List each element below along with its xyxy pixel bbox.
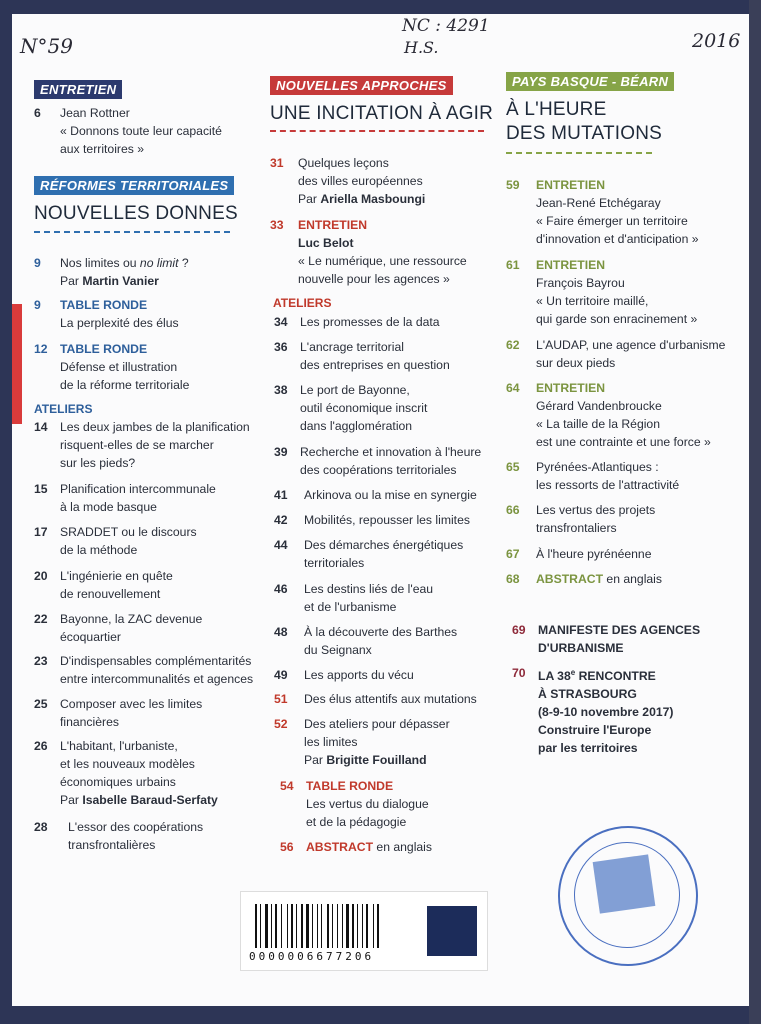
toc-entry-52[interactable]: 52 Des ateliers pour dépasser les limites Par Brigitte Fouilland [274, 717, 450, 767]
section-tag-nouvelles-approches: NOUVELLES APPROCHES [270, 76, 453, 95]
ateliers-heading-col2: ATELIERS [273, 296, 332, 310]
barcode-bars [255, 904, 415, 948]
barcode-bar [312, 904, 313, 948]
barcode-bar [346, 904, 349, 948]
barcode-bar [317, 904, 318, 948]
toc-entry-15[interactable]: 15 Planification intercommunale à la mode basque [34, 482, 216, 514]
barcode-bar [275, 904, 277, 948]
library-stamp-icon [558, 826, 698, 966]
title-underline [34, 231, 230, 233]
title-underline [506, 152, 652, 154]
barcode-bar [377, 904, 379, 948]
barcode-bar [265, 904, 268, 948]
toc-entry-56[interactable]: 56 ABSTRACT en anglais [280, 840, 432, 854]
toc-entry-42[interactable]: 42 Mobilités, repousser les limites [274, 513, 470, 527]
barcode-bar [352, 904, 354, 948]
ateliers-heading-col1: ATELIERS [34, 402, 93, 416]
toc-entry-70[interactable]: 70 LA 38e RENCONTRE À STRASBOURG (8-9-10 novembre 2017) Construire l'Europe par les territoires [512, 666, 674, 756]
barcode-bar [271, 904, 272, 948]
toc-entry-66[interactable]: 66 Les vertus des projets transfrontaliers [506, 503, 656, 535]
section-title-line2: DES MUTATIONS [506, 123, 663, 144]
toc-entry-20[interactable]: 20 L'ingénierie en quête de renouvellement [34, 569, 173, 601]
toc-entry-6[interactable]: 6 Jean Rottner « Donnons toute leur capacité aux territoires » [34, 106, 222, 156]
toc-entry-51[interactable]: 51 Des élus attentifs aux mutations [274, 692, 477, 706]
barcode-bar [373, 904, 374, 948]
toc-entry-31[interactable]: 31 Quelques leçons des villes européennes Par Ariella Masboungi [270, 156, 426, 206]
toc-entry-9b[interactable]: 9 TABLE RONDE La perplexité des élus [34, 298, 179, 330]
section-title-incitation: UNE INCITATION À AGIR [270, 103, 494, 124]
handwritten-hs: H.S. [404, 38, 439, 57]
section-title-line1: À L'HEURE [506, 99, 607, 120]
toc-entry-59[interactable]: 59 ENTRETIEN Jean-René Etchégaray « Faire émerger un territoire d'innovation et d'anticipation » [506, 178, 699, 246]
barcode-bar [287, 904, 288, 948]
barcode-bar [362, 904, 363, 948]
barcode-bar [291, 904, 293, 948]
barcode-bar [306, 904, 309, 948]
section-title-nouvelles-donnes: NOUVELLES DONNES [34, 203, 238, 224]
toc-entry-67[interactable]: 67 À l'heure pyrénéenne [506, 547, 652, 561]
barcode-bar [281, 904, 282, 948]
toc-entry-39[interactable]: 39 Recherche et innovation à l'heure des coopérations territoriales [274, 445, 482, 477]
section-tag-entretien: ENTRETIEN [34, 80, 122, 99]
toc-entry-62[interactable]: 62 L'AUDAP, une agence d'urbanisme sur deux pieds [506, 338, 726, 370]
handwritten-nc: NC : 4291 [402, 16, 490, 36]
toc-entry-25[interactable]: 25 Composer avec les limites financières [34, 697, 203, 729]
toc-entry-61[interactable]: 61 ENTRETIEN François Bayrou « Un territoire maillé, qui garde son enracinement » [506, 258, 698, 326]
toc-entry-65[interactable]: 65 Pyrénées-Atlantiques : les ressorts de l'attractivité [506, 460, 680, 492]
toc-entry-28[interactable]: 28 L'essor des coopérations transfrontalières [34, 820, 204, 852]
toc-entry-9a[interactable]: 9 Nos limites ou no limit ? Par Martin Vanier [34, 256, 189, 288]
qr-code-icon [427, 906, 477, 956]
toc-entry-23[interactable]: 23 D'indispensables complémentarités entre intercommunalités et agences [34, 654, 254, 686]
toc-entry-22[interactable]: 22 Bayonne, la ZAC devenue écoquartier [34, 612, 203, 644]
barcode-bar [366, 904, 368, 948]
barcode-label [240, 891, 488, 971]
barcode-bar [321, 904, 322, 948]
toc-entry-69[interactable]: 69 MANIFESTE DES AGENCES D'URBANISME [512, 623, 701, 655]
barcode-bar [296, 904, 297, 948]
toc-entry-34[interactable]: 34 Les promesses de la data [274, 315, 440, 329]
table-of-contents-page [12, 14, 749, 1006]
toc-entry-54[interactable]: 54 TABLE RONDE Les vertus du dialogue et de la pédagogie [280, 779, 429, 829]
title-underline [270, 130, 484, 132]
section-tag-pays-basque: PAYS BASQUE - BÉARN [506, 72, 674, 91]
toc-entry-38[interactable]: 38 Le port de Bayonne, outil économique inscrit dans l'agglomération [274, 383, 428, 433]
toc-entry-64[interactable]: 64 ENTRETIEN Gérard Vandenbroucke « La taille de la Région est une contrainte et une force » [506, 381, 711, 449]
toc-entry-68[interactable]: 68 ABSTRACT en anglais [506, 572, 662, 586]
barcode-bar [255, 904, 257, 948]
toc-entry-17[interactable]: 17 SRADDET ou le discours de la méthode [34, 525, 197, 557]
barcode-bar [301, 904, 303, 948]
scan-edge [749, 0, 761, 1024]
barcode-bar [342, 904, 343, 948]
toc-entry-49[interactable]: 49 Les apports du vécu [274, 668, 414, 682]
barcode-bar [327, 904, 329, 948]
toc-entry-48[interactable]: 48 À la découverte des Barthes du Seignanx [274, 625, 458, 657]
toc-entry-26[interactable]: 26 L'habitant, l'urbaniste, et les nouveaux modèles économiques urbains Par Isabelle Baraud-Serfaty [34, 739, 218, 807]
barcode-bar [337, 904, 338, 948]
barcode-bar [332, 904, 333, 948]
toc-entry-41[interactable]: 41 Arkinova ou la mise en synergie [274, 488, 477, 502]
toc-entry-46[interactable]: 46 Les destins liés de l'eau et de l'urbanisme [274, 582, 434, 614]
toc-entry-33[interactable]: 33 ENTRETIEN Luc Belot « Le numérique, une ressource nouvelle pour les agences » [270, 218, 467, 286]
barcode-bar [357, 904, 358, 948]
section-tag-reformes: RÉFORMES TERRITORIALES [34, 176, 234, 195]
barcode-bar [260, 904, 261, 948]
side-tab-marker [12, 304, 22, 424]
toc-entry-44[interactable]: 44 Des démarches énergétiques territoriales [274, 538, 464, 570]
toc-entry-14[interactable]: 14 Les deux jambes de la planification risquent-elles de se marcher sur les pieds? [34, 420, 250, 470]
handwritten-issue-number: N°59 [20, 34, 73, 58]
toc-entry-36[interactable]: 36 L'ancrage territorial des entreprises en question [274, 340, 450, 372]
toc-entry-12[interactable]: 12 TABLE RONDE Défense et illustration de la réforme territoriale [34, 342, 190, 392]
barcode-number: 0000006677206 [249, 950, 375, 963]
handwritten-year: 2016 [692, 30, 741, 52]
